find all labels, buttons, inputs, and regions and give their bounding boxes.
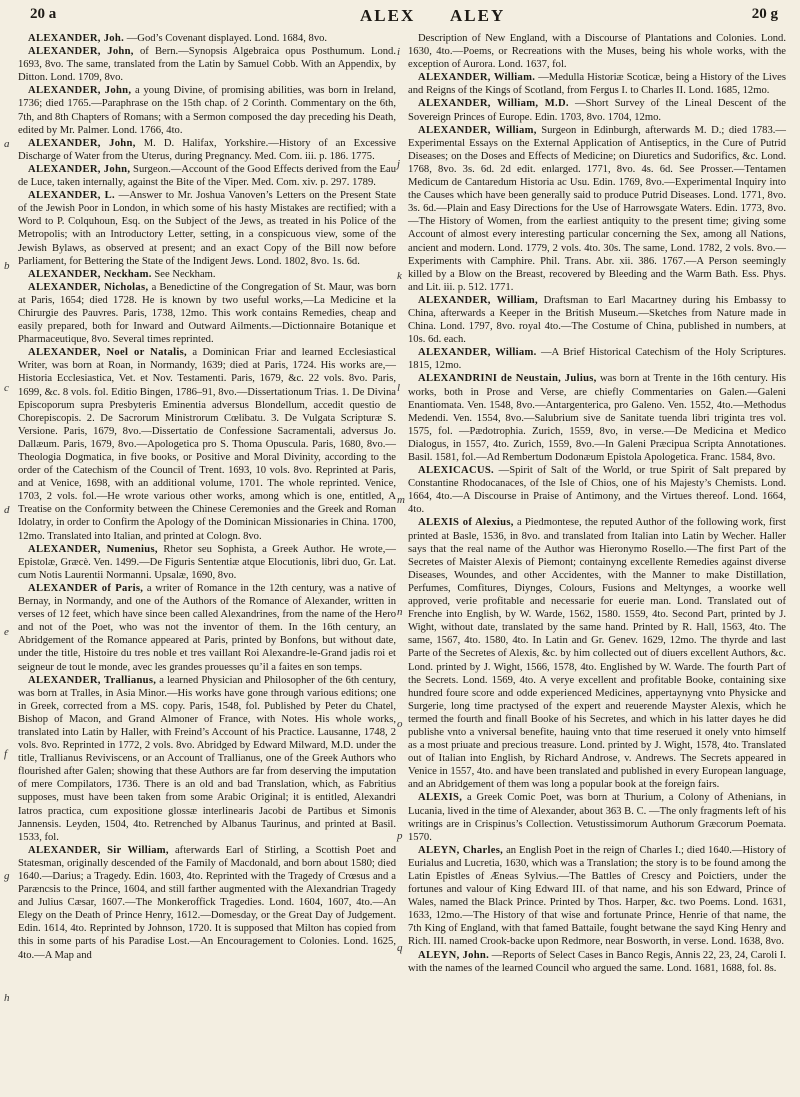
entry-text: a learned Physician and Philosopher of the 6th century, was born at Tralles, in Asia Minor.—His works have gone through various editions; one in Greek, corrected from a MS. copy. Paris, 1548, fol. Published by Peter du Chatel, Bishop of Macon, and Grand Almoner of France, with Notes. His whole works, translated into Latin by Haller, with Freind’s Account of his Practice. Lausanne, 1748, 2 vols. 8vo. Reprinted in 1772, 2 vols. 8vo. Abridged by Edward Milward, M.D. under the title, Trallianus Reviviscens, or an Account of Trallianus, one of the Greek Authors who flourished after Galen; showing that these Authors are far from deserving the imputation of mere Compilators, 1736. There is an old and bad Translation, which, as Fabritius supposes, must have been taken from some Arabic Original; it is entitled, Alexandri Iatros practica, cum expositione glossæ interlinearis Jacobi de Partibus et Simonis Jannensis. Leyden, 1504, 4to. Retrenched by Albanus Taurinus, and printed at Basil. 1533, fol. (18, 674, 396, 843)
entry-heading: ALEXANDER of Paris, (28, 582, 144, 594)
entry-text: —Medulla Historiæ Scoticæ, being a History of the Lives and Reigns of the Kings of Scotland, from Fergus I. to Charles II. Lond. 1685, 12mo. (408, 72, 786, 97)
margin-letter: f (4, 748, 8, 760)
entry-heading: ALEXICACUS. (418, 465, 494, 477)
page-number-left: 20 a (30, 6, 57, 22)
margin-letter: g (4, 870, 10, 882)
entry-text: a Benedictine of the Congregation of St. Maur, was born at Paris, 1654; died 1728. He is known by two useful works,—La Medicine et la Chirurgie des Pauvres. Paris, 1738, 12mo. This work contains Remedies, cheap and easily prepared, both for Inward and Outward Ailments.—Dictionnaire Botanique et Pharmaceutique, 8vo. Several times reprinted. (18, 281, 396, 346)
bibliography-entry (408, 516, 786, 791)
entry-heading: ALEXIS, (418, 792, 463, 804)
entry-heading: ALEXANDER, Nicholas, (28, 281, 149, 293)
entry-heading: ALEXANDER, John, (28, 137, 136, 149)
entry-heading: ALEXANDER, William, (418, 124, 537, 136)
margin-letter: h (4, 992, 10, 1004)
bibliography-entry (18, 137, 396, 163)
entry-text: was born at Trente in the 16th century. His works, both in Prose and Verse, are chiefly Commentaries on Galen.—Galeni Enantiomata. Ven. 1548, 8vo.—Antargenterica, pro Galeno. Ven. 1552, 4to.—Methodus Medendi. Ven. 1554, 8vo.—Salubrium sive de Sanitate tuenda libri triginta tres vol. 1575, fol. —Pædotrophia. Zurich, 1559, 8vo, in verse.—De Medicina et Medico Dialogus, in 1557, 4to. Zurich, 1559, 8vo.—In Galeni Præcipua Scripta Annotationes. Basil. 1581, fol.—Ad Rembertum Dodonæum Epistola Apologetica. Franc. 1584, 8vo. (408, 373, 787, 463)
entry-text: Rhetor seu Sophista, a Greek Author. He wrote,—Epistolæ, Græcè. Ven. 1499.—De Figuris Sententiæ atque Elocutionis, libri duo, Gr. Lat. cum Notis Laurentii Normanni. Upsalæ, 1690, 8vo. (18, 543, 396, 581)
bibliography-entry (18, 844, 396, 962)
entry-heading: ALEXANDRINI de Neustain, Julius, (418, 373, 597, 385)
entry-text: afterwards Earl of Stirling, a Scottish Poet and Statesman, originally descended of the Family of Macdonald, and born about 1580; died 1640.—Darius; a Tragedy. Edin. 1603, 4to. Reprinted with the Tragedy of Crœsus and a Paræncsis to the Prince, 1604, and still farther augmented with the Alexandrian Tragedy and Julius Cæsar, 1607.—The Monkeroffick Tragedies. Lond. 1604, 1607, 4to.—An Elegy on the Death of Prince Henry, 1612.—Domesday, or the Great Day of Judgement. Edin. 1614, 4to. Reprinted by Johnson, 1720. It is supposed that Milton has copied from this in some parts of his Paradise Lost.—An Encouragement to Colonies. Lond. 1625, 4to.—A Map and (18, 844, 397, 961)
margin-letter: o (397, 718, 403, 730)
margin-letter: e (4, 626, 9, 638)
entry-heading: ALEXANDER, Trallianus, (28, 674, 157, 686)
running-header (30, 6, 778, 28)
bibliography-entry (408, 294, 786, 346)
entry-heading: ALEXANDER, Joh. (28, 33, 125, 44)
margin-letter: b (4, 260, 10, 272)
bibliography-entry (408, 32, 786, 71)
entry-text: a Greek Comic Poet, was born at Thurium, a Colony of Athenians, in Lucania, lived in the time of Alexander, about 363 B. C. —The only fragments left of his writings are in Crispinus’s Collection. Vetustissimorum Authorum Græcorum Poemata. 1570. (408, 792, 786, 843)
margin-letter: k (397, 270, 402, 282)
entry-heading: ALEXANDER, John, (28, 46, 134, 58)
page-number-right: 20 g (751, 6, 778, 22)
entry-text: a writer of Romance in the 12th century, was a native of Bernay, in Normandy, and one of the Authors of the Romance of Alexander, written in verses of 12 feet, which have since been called Alexandrines, from the name of the Hero and not of the Poet, who was not the inventor of them. In the 16th century, an Abridgement of the Romance appeared at Paris, printed by Bonfons, but without date, under the title, Histoire du tres noble et tres vaillant Roi Alexandre-le-Grand jadis roi et seigneur de tout le monde, avec les grandes prouesses qu’il a faites en son temps. (18, 582, 396, 673)
entry-text: —God’s Covenant displayed. Lond. 1684, 8vo. (126, 33, 328, 44)
bibliography-entry (408, 949, 786, 975)
bibliography-entry (18, 84, 396, 136)
entry-heading: ALEXANDER, Neckham. (28, 268, 152, 280)
bibliography-entry (18, 281, 396, 346)
bibliography-entry (18, 674, 396, 844)
entry-text: an English Poet in the reign of Charles I.; died 1640.—History of Eurialus and Lucretia, 1630, which was a Translation; the story is to be found among the Latin Epistles of Æneas Sylvius.—The Battles of Crescy and Poictiers, under the fortunes and valour of King Edward III. of that name, and his son Edward, Prince of Wales, named the Black Prince. Printed by Thos. Harper, &c. two Poems. Lond. 1631, 1633, 12mo.—The History of that wise and fortunate Prince, Henrie of that name, the 7th King of England, with that famed Battaile, fought betwane the sayd King Henry and Rich. III. named Crook-backe upon Redmore, near Bosworth, in verse. Lond. 1638, 8vo. (408, 844, 786, 948)
entry-text: —Reports of Select Cases in Banco Regis, Annis 22, 23, 24, Caroli I. with the names of the learned Council who argued the same. Lond. 1681, 1688, fol. 8s. (408, 949, 787, 974)
bibliography-entry (18, 163, 396, 189)
margin-letter: m (397, 494, 405, 506)
entry-heading: ALEXANDER, Numenius, (28, 543, 158, 555)
bibliography-entry (18, 268, 396, 281)
entry-heading: ALEXIS of Alexius, (418, 517, 514, 529)
bibliography-entry (18, 346, 396, 542)
entry-text: —Answer to Mr. Joshua Vanoven’s Letters on the Present State of the Jewish Poor in London, in which some of his hasty Mistakes are rectified; with a Word to P. Colquhoun, Esq. on the Subject of the Jews, as treated in his Police of the Metropolis; with an Introductory Letter, setting, in a conspicuous view, some of the Jewish Bylaws, as observed at present; and an exact Copy of the Bill now before Parliament, for Bettering the State of the Indigent Jews. Lond. 1802, 8vo. 1s. 6d. (18, 190, 397, 267)
entry-text: —A Brief Historical Catechism of the Holy Scriptures. 1815, 12mo. (408, 347, 786, 372)
entry-text: a young Divine, of promising abilities, was born in Ireland, 1736; died 1765.—Paraphrase on the 15th chap. of 2 Corinth. Commentary on the 6th, 7th, and 8th Chapters of Romans; with a Sermon composed the day preceding his Death, edited by Mr. Palmer. Lond. 1766, 4to. (18, 85, 396, 136)
entry-heading: ALEXANDER, John, (28, 85, 132, 97)
running-head-right: ALEY (450, 6, 506, 25)
entry-heading: ALEXANDER, William. (418, 72, 536, 84)
entry-heading: ALEXANDER, William, (418, 294, 538, 306)
bibliography-entry (18, 32, 396, 45)
running-head-left: ALEX (360, 6, 416, 25)
bibliography-entry (18, 543, 396, 582)
margin-letter: a (4, 138, 10, 150)
entry-heading: ALEXANDER, William. (418, 347, 537, 359)
entry-text: M. D. Halifax, Yorkshire.—History of an Excessive Discharge of Water from the Uterus, during Pregnancy. Med. Com. iii. p. 186. 1775. (18, 137, 396, 162)
bibliography-entry (408, 372, 786, 464)
bibliography-entry (408, 464, 786, 516)
entry-heading: ALEXANDER, John, (28, 163, 131, 175)
entry-heading: ALEXANDER, Noel or Natalis, (28, 347, 187, 359)
bibliography-entry (18, 45, 396, 84)
entry-heading: ALEYN, John. (418, 949, 490, 961)
entry-text: a Dominican Friar and learned Ecclesiastical Writer, was born at Roan, in Normandy, 1639; died at Paris, 1724. His works are,—Historia Ecclesiastica, Vet. et Nov. Testamenti. Paris, 1679, &c. 22 vols. 8vo. Paris, 1699, &c. 8 vols. fol. Editio Bingen, 1786–91, 8vo.—Dissertationum Trias. 1. De Divina Episcoporum supra Presbyteris Eminentia adversus Blondellum, accedit questio de Chorepiscopis. 2. De Sacrorum Ministrorum Cœlibatu. 3. De Vulgata Scripturæ S. Versione. Paris, 1679, 8vo.—Dissertatio de Confessione Sacramentali, adversus Jo. Dallæum. Paris, 1679, 8vo.—Apologetica pro S. Thoma Opuscula. Paris, 1680, 8vo.—Theologia Dogmatica, in five books, or Positive and Moral Divinity, according to the order of the Catechism of the Council of Trent. 1693, 10 vols. 8vo. Reprinted at Paris, and at Venice, 1698, with an additional volume, 1701. The whole reprinted. Venice, 1703, 2 vols. fol.—He wrote various other works, among which is one, entitled, A Treatise on the Conformity between the Chinese Ceremonies and the Greek and Roman Idolatry, in order to Confirm the Apology of the Dominican Missionaries in China. 1700, 12mo. Translated into Italian, and printed at Cologn. 8vo. (18, 347, 396, 542)
right-column (408, 32, 786, 975)
bibliography-entry (408, 97, 786, 123)
margin-letter: l (397, 382, 401, 394)
bibliography-entry (408, 71, 786, 97)
entry-text: Description of New England, with a Discourse of Plantations and Colonies. Lond. 1630, 4to.—Poems, or Recreations with the Muses, being his whole works, with the exception of Aurora. Lond. 1637, fol. (408, 33, 786, 71)
bibliography-entry (408, 124, 786, 294)
bibliography-entry (408, 844, 786, 949)
bibliography-entry (408, 346, 786, 372)
margin-letter: q (397, 942, 403, 954)
bibliography-entry (18, 582, 396, 674)
entry-heading: ALEXANDER, L. (28, 190, 115, 202)
bibliography-entry (408, 791, 786, 843)
margin-letter: n (397, 606, 403, 618)
entry-text: Surgeon in Edinburgh, afterwards M. D.; died 1783.—Experimental Essays on the External Application of Antiseptics, in the Cure of Putrid Diseases; on the Doses and Effects of Medicine; on Diuretics and Sudorifics, &c. Lond. 1768, 8vo. 3s. 6d. 2d edit. enlarged. 1771, 8vo. 4s. 6d. See Prosser.—Tentamen Medicum de Cantaredum Historia ac Usu. Edin. 1769, 8vo.—Experimental Inquiry into the Causes which have been generally said to produce Putrid Diseases. Lond. 1771, 8vo. 3s. 6d.—Plain and Easy Directions for the Use of Harrowsgate Waters. Edin. 1773, 8vo.—The History of Women, from the earliest antiquity to the present time; giving some Account of almost every interesting particular concerning the Sex, among all Nations, ancient and modern. Lond. 1779, 2 vols. 4to. 30s. The same, Lond. 1782, 2 vols. 8vo.—Experiments with Camphire. Phil. Trans. Abr. xii. 386. 1767.—A Person seemingly killed by a Blow on the Breast, recovered by Bleeding and the Warm Bath. Ess. Phys. and Lit. iii. p. 512. 1771. (408, 124, 786, 293)
margin-letter: i (397, 46, 401, 58)
margin-letter: p (397, 830, 403, 842)
entry-text: See Neckham. (154, 268, 216, 280)
entry-heading: ALEXANDER, William, M.D. (418, 98, 569, 110)
entry-heading: ALEXANDER, Sir William, (28, 844, 169, 856)
entry-text: Surgeon.—Account of the Good Effects derived from the Eau de Luce, taken internally, against the Bite of the Viper. Med. Com. xiv. p. 297. 1789. (18, 163, 396, 189)
entry-text: of Bern.—Synopsis Algebraica opus Posthumum. Lond. 1693, 8vo. The same, translated from the Latin by Samuel Cobb. With an Appendix, by Ditton. Lond. 1709, 8vo. (18, 46, 396, 84)
entry-text: —Spirit of Salt of the World, or true Spirit of Salt prepared by Constantine Rhodocanaces, of the Isle of Chios, one of his Majesty’s Chemists. Lond. 1664, 4to.—A Discourse in Praise of Antimony, and the Virtues thereof. Lond. 1664, 4to. (408, 465, 786, 516)
entry-text: a Piedmontese, the reputed Author of the following work, first printed at Basle, 1536, in 8vo. and translated from Italian into Latin by Wecher. Haller says that the real name of the Author was Hieronymo Rosello.—The first Part of the Secretes of Maister Alexis of Piemont; containyng excellente Remedies against diverse Diseases, Woundes, and other Accidentes, with the Manner to make Distillation, Perfumes, Comfitures, Diynges, Colours, Fusions and Meltynges, a woorke well approved, verie profitable and necessarie for euerie man. Lond. Translated out of Frenche into English, by W. Warde, 1562, 1580. 1559, 4to. Second Part, printed by J. Wight, without date, translated by the same hand. Printed by R. Hall, 1563, 4to. The same, 1567, 4to. 1580, 4to. In Latin and Gr. Genev. 1629, 12mo. The thyrde and last Parte of the Secretes of Alexis, &c. by him collected out of diuers excellent Authors, &c. Lond. printed by J. Wight, 1566, 1578, 4to. Englished by W. Warde. The fourth Part of the Secrets. Lond. 1569, 4to. A verye excellent and profitable Booke, containing sixe hundred foure score and odde experienced Medicines, appertaynyng vnto Physicke and Surgerie, long time practysed of the expert and reuerende Mayster Alexis, which he termed the fourth and finall Booke of his Secretes, and which in his latter dayes he did publishe vnto a vniversal benefite, hauing vnto that time reserued it onely vnto himself as a most priuate and precious treasure. Lond. printed by J. Wight, 1578, 4to. Translated out of Italian into English, by Richard Androse, v. Andrews. The Secrets appeared in Venice in 1557, 4to. and have been translated and published in every European language, and an Abridgement of them was long a popular book at the foreign fairs. (408, 517, 786, 791)
margin-letter: c (4, 382, 9, 394)
bibliography-entry (18, 189, 396, 268)
left-column (18, 32, 396, 962)
entry-heading: ALEYN, Charles, (418, 844, 504, 856)
entry-text: Draftsman to Earl Macartney during his Embassy to China, afterwards a Keeper in the British Museum.—Sketches from Nature made in China. Lond. 1797, 8vo. royal 4to.—The Costume of China, published in numbers, at 10s. 6d. each. (408, 294, 786, 346)
entry-text: —Short Survey of the Lineal Descent of the Sovereign Princes of Europe. Edin. 1703, 8vo. 1704, 12mo. (408, 98, 786, 123)
margin-letter: j (397, 158, 401, 170)
margin-letter: d (4, 504, 10, 516)
